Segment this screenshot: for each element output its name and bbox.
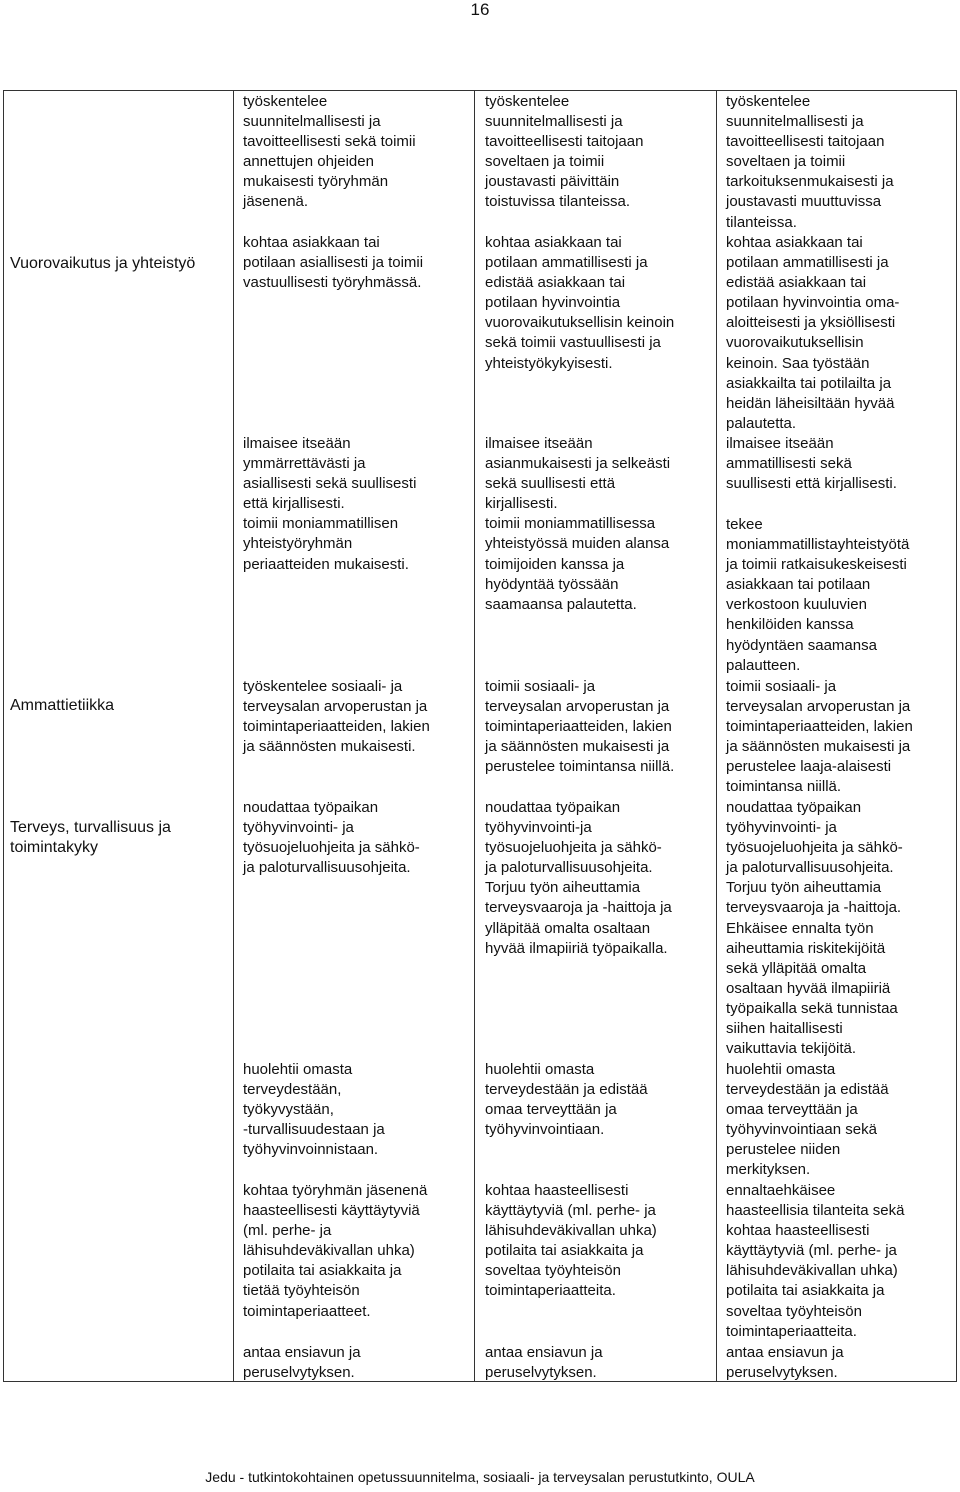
- criterion-text: kohtaa haasteellisesti käyttäytyviä (ml. perhe- ja lähisuhdeväkivallan uhka) potilaita tai asiakkaita ja soveltaa työyhteisön toimintaperiaatteita.: [485, 1182, 657, 1300]
- criterion-text: huolehtii omasta terveydestään ja edistää omaa terveyttään ja työhyvinvointiaan.: [485, 1061, 648, 1139]
- criterion-text: huolehtii omasta terveydestään, työkyvystään, -turvallisuudestaan ja työhyvinvoinnistaan.: [243, 1061, 385, 1159]
- criterion-text: työskentelee suunnitelmallisesti ja tavoitteellisesti sekä toimii annettujen ohjeiden mukaisesti työryhmän jäsenenä.: [243, 93, 416, 211]
- page-number: 16: [470, 0, 490, 19]
- criterion-text: noudattaa työpaikan työhyvinvointi- ja työsuojeluohjeita ja sähkö- ja paloturvallisuusohjeita. Torjuu työn aiheuttamia terveysvaaroja ja -haittoja. Ehkäisee ennalta työn aiheuttamia riskitekijöitä sekä ylläpitää omalta osaltaan hyvää ilmapiiriä työpaikalla sekä tunnistaa siihen haitallisesti vaikuttavia tekijöitä.: [726, 799, 903, 1058]
- criterion-text: tekee moniammatillistayhteistyötä ja toimii ratkaisukeskeisesti asiakkaan tai potilaan verkostoon kuuluvien henkilöiden kanssa hyödyntäen saamansa palautteen.: [726, 516, 910, 674]
- criterion-text: toimii sosiaali- ja terveysalan arvoperustan ja toimintaperiaatteiden, lakien ja säännösten mukaisesti ja perustelee laaja-alaisesti toimintansa niillä.: [726, 678, 913, 796]
- criterion-text: ennaltaehkäisee haasteellisia tilanteita sekä kohtaa haasteellisesti käyttäytyviä (ml. perhe- ja lähisuhdeväkivallan uhka) potilaita tai asiakkaita ja soveltaa työyhteisön toimintaperiaatteita.: [726, 1182, 905, 1340]
- row-label-ethics: Ammattietiikka: [10, 697, 115, 714]
- criterion-text: ilmaisee itseään ammatillisesti sekä suullisesti että kirjallisesti.: [726, 435, 897, 493]
- column-divider: [716, 91, 717, 1381]
- criterion-text: kohtaa työryhmän jäsenenä haasteellisesti käyttäytyviä (ml. perhe- ja lähisuhdeväkivallan uhka) potilaita tai asiakkaita ja tietää työyhteisön toimintaperiaatteet.: [243, 1182, 428, 1320]
- criterion-text: antaa ensiavun ja peruselvytyksen.: [243, 1344, 361, 1382]
- criterion-text: antaa ensiavun ja peruselvytyksen.: [726, 1344, 844, 1382]
- criterion-text: työskentelee suunnitelmallisesti ja tavoitteellisesti taitojaan soveltaen ja toimii joustavasti päivittäin toistuvissa tilanteissa.: [485, 93, 644, 211]
- criterion-text: kohtaa asiakkaan tai potilaan asiallisesti ja toimii vastuullisesti työryhmässä.: [243, 234, 424, 292]
- criterion-text: antaa ensiavun ja peruselvytyksen.: [485, 1344, 603, 1382]
- criterion-text: toimii sosiaali- ja terveysalan arvoperustan ja toimintaperiaatteiden, lakien ja säännösten mukaisesti ja perustelee toimintansa niillä.: [485, 678, 675, 776]
- criterion-text: noudattaa työpaikan työhyvinvointi- ja työsuojeluohjeita ja sähkö- ja paloturvallisuusohjeita.: [243, 799, 420, 877]
- row-label-health: Terveys, turvallisuus ja toimintakyky: [10, 819, 171, 856]
- criterion-text: kohtaa asiakkaan tai potilaan ammatillisesti ja edistää asiakkaan tai potilaan hyvinvointia oma- aloitteisesti ja yksiöllisesti vuorovaikutuksellisin keinoin. Saa työstään asiakkailta tai potilailta ja heidän läheisiltään hyvää palautetta.: [726, 234, 900, 432]
- criterion-text: ilmaisee itseään ymmärrettävästi ja asiallisesti sekä suullisesti että kirjallisesti. toimii moniammatillisen yhteistyöryhmän periaatteiden mukaisesti.: [243, 435, 417, 573]
- row-label-interaction: Vuorovaikutus ja yhteistyö: [10, 255, 196, 272]
- criterion-text: työskentelee suunnitelmallisesti ja tavoitteellisesti taitojaan soveltaen ja toimii tarkoituksenmukaisesti ja joustavasti muuttuvissa tilanteissa.: [726, 93, 894, 231]
- criterion-text: noudattaa työpaikan työhyvinvointi-ja työsuojeluohjeita ja sähkö- ja paloturvallisuusohjeita. Torjuu työn aiheuttamia terveysvaaroja ja -haittoja ja ylläpitää omalta osaltaan hyvää ilmapiiriä työpaikalla.: [485, 799, 672, 957]
- criterion-text: huolehtii omasta terveydestään ja edistää omaa terveyttään ja työhyvinvointiaan sekä perustelee niiden merkityksen.: [726, 1061, 889, 1179]
- criterion-text: ilmaisee itseään asianmukaisesti ja selkeästi sekä suullisesti että kirjallisesti. toimii moniammatillisessa yhteistyössä muiden alansa toimijoiden kanssa ja hyödyntää työssään saamaansa palautetta.: [485, 435, 671, 613]
- column-divider: [474, 91, 475, 1381]
- criterion-text: kohtaa asiakkaan tai potilaan ammatillisesti ja edistää asiakkaan tai potilaan hyvinvointia vuorovaikutuksellisin keinoin sekä toimii vastuullisesti ja yhteistyökykyisesti.: [485, 234, 675, 372]
- criterion-text: työskentelee sosiaali- ja terveysalan arvoperustan ja toimintaperiaatteiden, lakien ja säännösten mukaisesti.: [243, 678, 430, 756]
- page-footer: Jedu - tutkintokohtainen opetussuunnitelma, sosiaali- ja terveysalan perustutkinto, OULA: [205, 1469, 755, 1485]
- column-divider: [233, 91, 234, 1381]
